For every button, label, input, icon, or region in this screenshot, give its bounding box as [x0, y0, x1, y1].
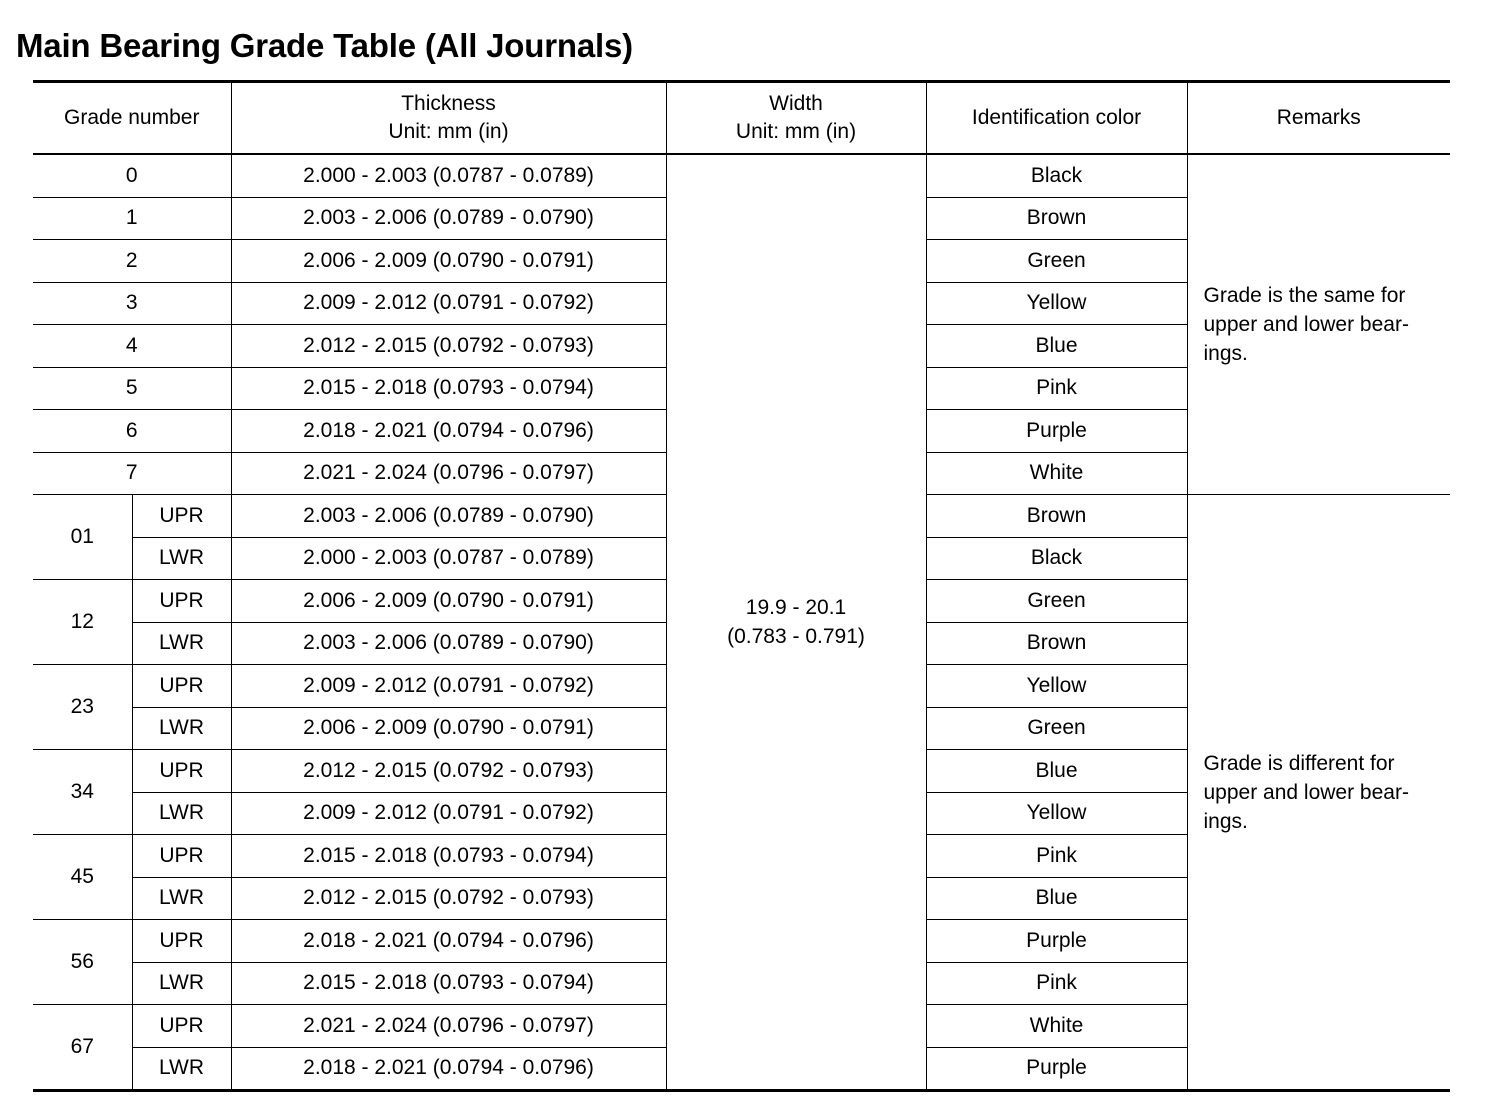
identification-color-cell: Blue	[926, 325, 1187, 368]
identification-color-cell: Brown	[926, 197, 1187, 240]
thickness-cell: 2.012 - 2.015 (0.0792 - 0.0793)	[231, 325, 666, 368]
paired-grade-number-cell: 45	[33, 835, 132, 920]
paired-grade-number-cell: 67	[33, 1005, 132, 1091]
thickness-cell: 2.009 - 2.012 (0.0791 - 0.0792)	[231, 665, 666, 708]
identification-color-cell: Yellow	[926, 665, 1187, 708]
header-grade-number: Grade number	[33, 82, 231, 155]
identification-color-cell: Yellow	[926, 792, 1187, 835]
grade-number-cell: 5	[33, 367, 231, 410]
grade-number-cell: 6	[33, 410, 231, 453]
header-thickness	[231, 82, 666, 155]
paired-grade-number-cell: 34	[33, 750, 132, 835]
identification-color-cell: Blue	[926, 877, 1187, 920]
identification-color-cell: Green	[926, 707, 1187, 750]
grade-number-cell: 0	[33, 154, 231, 197]
header-width-title: Width	[769, 92, 823, 115]
thickness-cell: 2.015 - 2.018 (0.0793 - 0.0794)	[231, 835, 666, 878]
header-remarks: Remarks	[1187, 82, 1450, 155]
identification-color-cell: Black	[926, 154, 1187, 197]
thickness-cell: 2.018 - 2.021 (0.0794 - 0.0796)	[231, 1047, 666, 1091]
identification-color-cell: Black	[926, 537, 1187, 580]
identification-color-cell: Purple	[926, 410, 1187, 453]
lwr-label-cell: LWR	[132, 622, 231, 665]
thickness-cell: 2.015 - 2.018 (0.0793 - 0.0794)	[231, 367, 666, 410]
upr-label-cell: UPR	[132, 1005, 231, 1048]
identification-color-cell: Brown	[926, 622, 1187, 665]
identification-color-cell: Purple	[926, 1047, 1187, 1091]
thickness-cell: 2.009 - 2.012 (0.0791 - 0.0792)	[231, 792, 666, 835]
paired-grade-number-cell: 12	[33, 580, 132, 665]
identification-color-cell: Pink	[926, 367, 1187, 410]
remarks-same-grade: Grade is the same for upper and lower bear-ings.	[1187, 154, 1450, 495]
table-row	[33, 154, 1450, 197]
header-row	[33, 82, 1450, 155]
paired-grade-number-cell: 56	[33, 920, 132, 1005]
upr-label-cell: UPR	[132, 665, 231, 708]
grade-number-cell: 7	[33, 452, 231, 495]
thickness-cell: 2.000 - 2.003 (0.0787 - 0.0789)	[231, 537, 666, 580]
identification-color-cell: Green	[926, 240, 1187, 283]
lwr-label-cell: LWR	[132, 877, 231, 920]
header-thickness-title: Thickness	[401, 92, 496, 115]
bearing-grade-table	[33, 80, 1450, 1092]
identification-color-cell: White	[926, 1005, 1187, 1048]
header-identification-color: Identification color	[926, 82, 1187, 155]
width-range-mm: 19.9 - 20.1	[745, 596, 847, 619]
upr-label-cell: UPR	[132, 495, 231, 538]
thickness-cell: 2.003 - 2.006 (0.0789 - 0.0790)	[231, 622, 666, 665]
width-cell	[666, 154, 926, 1091]
thickness-cell: 2.006 - 2.009 (0.0790 - 0.0791)	[231, 240, 666, 283]
thickness-cell: 2.003 - 2.006 (0.0789 - 0.0790)	[231, 495, 666, 538]
lwr-label-cell: LWR	[132, 537, 231, 580]
thickness-cell: 2.000 - 2.003 (0.0787 - 0.0789)	[231, 154, 666, 197]
lwr-label-cell: LWR	[132, 792, 231, 835]
thickness-cell: 2.003 - 2.006 (0.0789 - 0.0790)	[231, 197, 666, 240]
upr-label-cell: UPR	[132, 835, 231, 878]
identification-color-cell: Pink	[926, 835, 1187, 878]
identification-color-cell: Blue	[926, 750, 1187, 793]
lwr-label-cell: LWR	[132, 1047, 231, 1091]
lwr-label-cell: LWR	[132, 707, 231, 750]
thickness-cell: 2.006 - 2.009 (0.0790 - 0.0791)	[231, 707, 666, 750]
thickness-cell: 2.006 - 2.009 (0.0790 - 0.0791)	[231, 580, 666, 623]
identification-color-cell: Green	[926, 580, 1187, 623]
thickness-cell: 2.021 - 2.024 (0.0796 - 0.0797)	[231, 1005, 666, 1048]
thickness-cell: 2.021 - 2.024 (0.0796 - 0.0797)	[231, 452, 666, 495]
lwr-label-cell: LWR	[132, 962, 231, 1005]
page-title: Main Bearing Grade Table (All Journals)	[16, 27, 633, 64]
identification-color-cell: Yellow	[926, 282, 1187, 325]
thickness-cell: 2.012 - 2.015 (0.0792 - 0.0793)	[231, 750, 666, 793]
thickness-cell: 2.018 - 2.021 (0.0794 - 0.0796)	[231, 410, 666, 453]
upr-label-cell: UPR	[132, 920, 231, 963]
identification-color-cell: White	[926, 452, 1187, 495]
thickness-cell: 2.018 - 2.021 (0.0794 - 0.0796)	[231, 920, 666, 963]
grade-number-cell: 1	[33, 197, 231, 240]
identification-color-cell: Purple	[926, 920, 1187, 963]
thickness-cell: 2.015 - 2.018 (0.0793 - 0.0794)	[231, 962, 666, 1005]
paired-grade-number-cell: 23	[33, 665, 132, 750]
thickness-cell: 2.012 - 2.015 (0.0792 - 0.0793)	[231, 877, 666, 920]
grade-number-cell: 3	[33, 282, 231, 325]
thickness-cell: 2.009 - 2.012 (0.0791 - 0.0792)	[231, 282, 666, 325]
remarks-different-grade: Grade is different for upper and lower bear-ings.	[1187, 495, 1450, 1091]
header-width	[666, 82, 926, 155]
identification-color-cell: Pink	[926, 962, 1187, 1005]
upr-label-cell: UPR	[132, 750, 231, 793]
identification-color-cell: Brown	[926, 495, 1187, 538]
header-width-unit: Unit: mm (in)	[735, 120, 857, 143]
grade-number-cell: 4	[33, 325, 231, 368]
upr-label-cell: UPR	[132, 580, 231, 623]
grade-number-cell: 2	[33, 240, 231, 283]
header-thickness-unit: Unit: mm (in)	[388, 120, 509, 143]
paired-grade-number-cell: 01	[33, 495, 132, 580]
width-range-in: (0.783 - 0.791)	[727, 625, 865, 648]
